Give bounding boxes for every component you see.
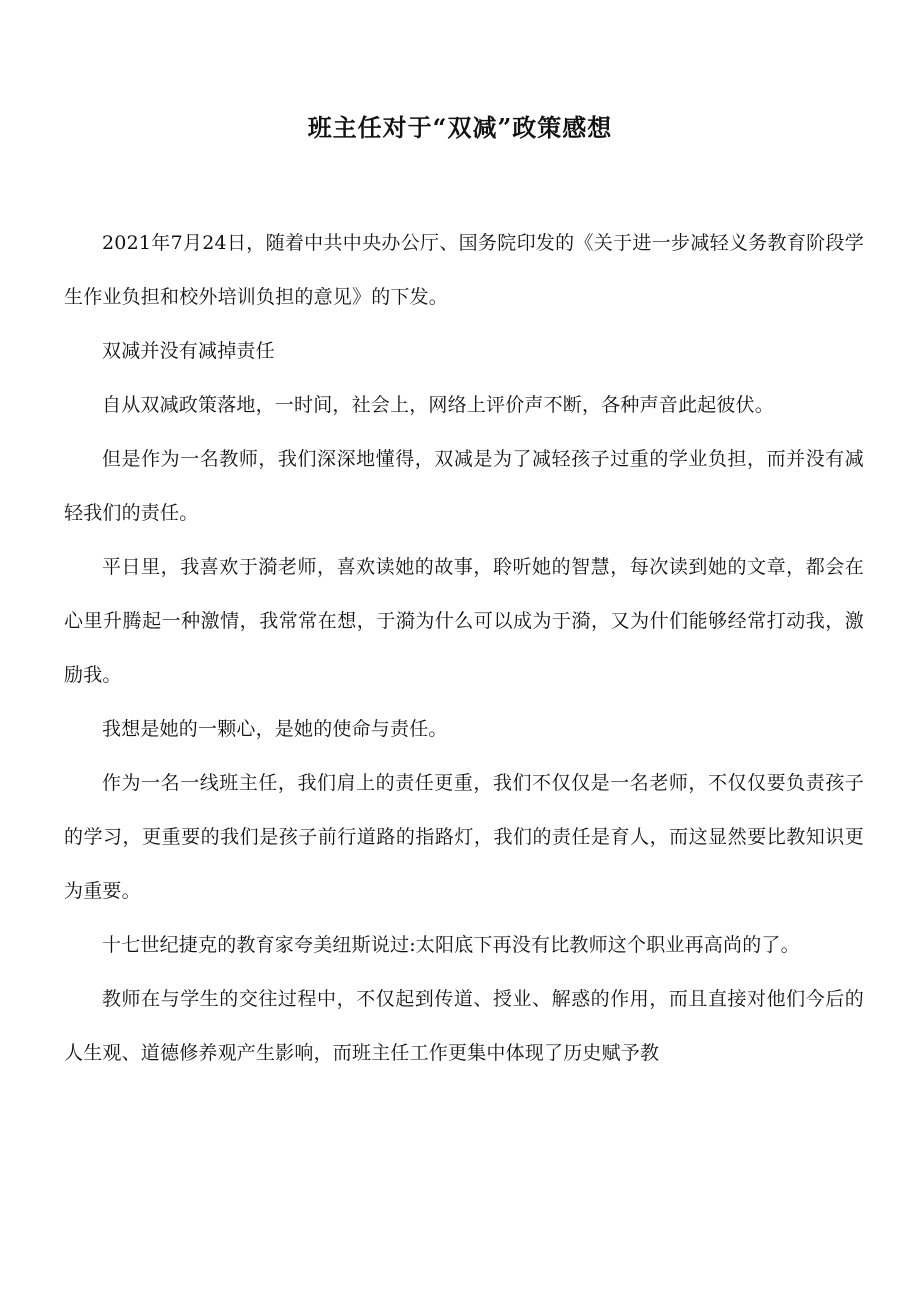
paragraph: 作为一名一线班主任，我们肩上的责任更重，我们不仅仅是一名老师，不仅仅要负责孩子的学习，更重要的我们是孩子前行道路的指路灯，我们的责任是育人，而这显然要比教知识更为重要。 [64,772,864,902]
paragraph: 平日里，我喜欢于漪老师，喜欢读她的故事，聆听她的智慧，每次读到她的文章，都会在心里升腾起一种激情，我常常在想，于漪为什么可以成为于漪，又为什们能够经常打动我，激励我。 [64,556,864,686]
paragraph: 十七世纪捷克的教育家夸美纽斯说过:太阳底下再没有比教师这个职业再高尚的了。 [102,934,800,956]
paragraph-subheading: 双减并没有减掉责任 [102,340,275,362]
paragraph: 教师在与学生的交往过程中，不仅起到传道、授业、解惑的作用，而且直接对他们今后的人生观、道德修养观产生影响，而班主任工作更集中体现了历史赋予教 [64,988,864,1064]
paragraph-intro: 2021年7月24日，随着中共中央办公厅、国务院印发的《关于进一步减轻义务教育阶段学生作业负担和校外培训负担的意见》的下发。 [64,232,864,308]
paragraph: 自从双减政策落地，一时间，社会上，网络上评价声不断，各种声音此起彼伏。 [102,394,775,416]
document-title: 班主任对于“双减”政策感想 [307,113,613,143]
paragraph: 但是作为一名教师，我们深深地懂得，双减是为了减轻孩子过重的学业负担，而并没有减轻我们的责任。 [64,448,864,524]
document-body [64,216,864,1080]
paragraph: 我想是她的一颗心，是她的使命与责任。 [102,718,448,740]
